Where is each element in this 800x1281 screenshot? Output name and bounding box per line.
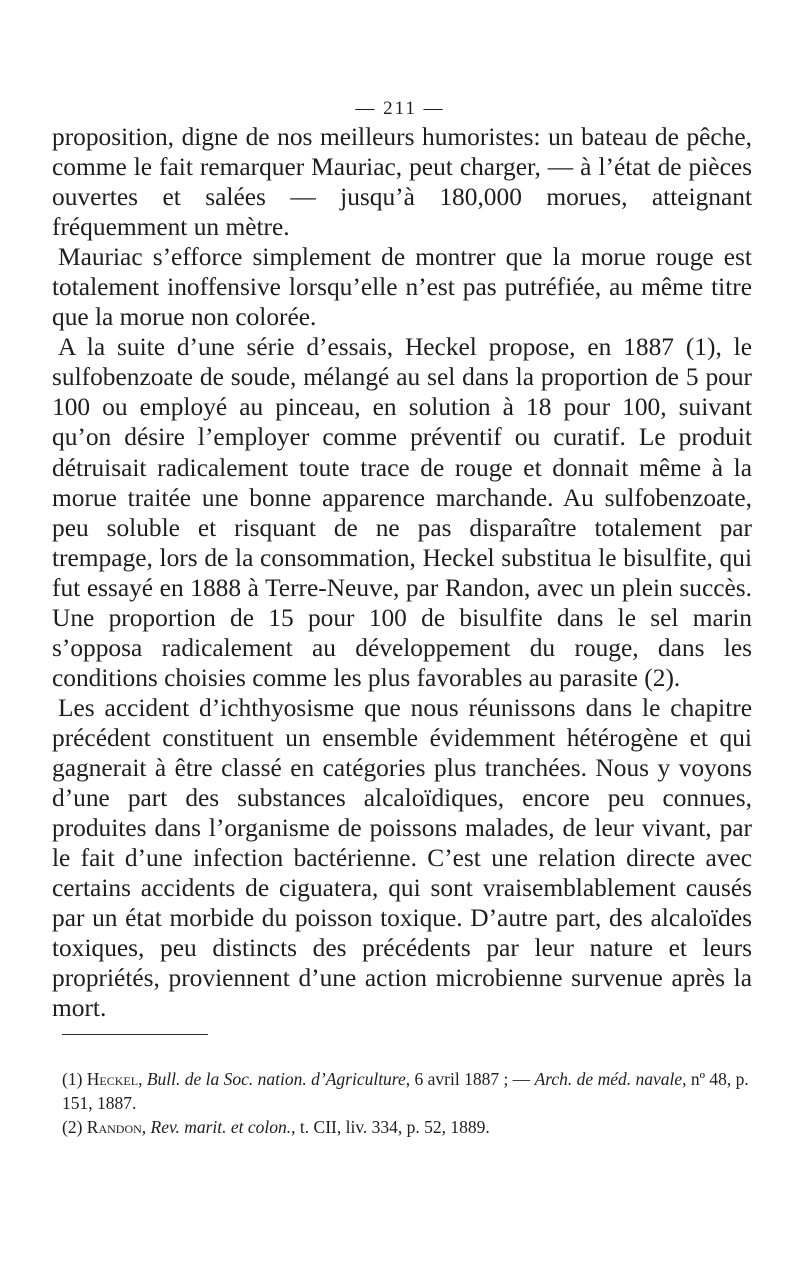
footnote-1-marker: (1) (62, 1069, 83, 1089)
footnote-1-details2: , nº 48, p. 151, 1887. (62, 1069, 749, 1113)
footnote-1-source2: Arch. de méd. navale (534, 1069, 683, 1089)
page-number: — 211 — (355, 98, 445, 119)
paragraph-2: Mauriac s’efforce simplement de montrer que la morue rouge est totalement inoffensive lorsqu’elle n’est pas putréfiée, au même titre que la morue non colorée. (52, 243, 752, 332)
footnote-2: (2) Randon, Rev. marit. et colon., t. CII, liv. 334, p. 52, 1889. (62, 1117, 490, 1137)
footnote-1-details: , 6 avril 1887 ; — (405, 1069, 535, 1089)
footnote-2-author: Randon (86, 1117, 142, 1137)
footnotes (52, 1067, 752, 1139)
footnote-1-author: Heckel (86, 1069, 139, 1089)
footnote-2-details: , t. CII, liv. 334, p. 52, 1889. (291, 1117, 490, 1137)
footnote-1: (1) Heckel, Bull. de la Soc. nation. d’Agriculture, 6 avril 1887 ; — Arch. de méd. navale, nº 48, p. 151, 1887. (62, 1069, 749, 1113)
footnote-2-source: Rev. marit. et colon. (150, 1117, 292, 1137)
footnote-divider (62, 1034, 208, 1035)
paragraph-3: A la suite d’une série d’essais, Heckel propose, en 1887 (1), le sulfobenzoate de soude, mélangé au sel dans la proportion de 5 pour 100 ou employé au pinceau, en solution à 18 pour 100, suivant qu’on désire l’employer comme préventif ou curatif. Le produit détruisait radicalement toute trace de rouge et donnait même à la morue traitée une bonne apparence marchande. Au sulfobenzoate, peu soluble et risquant de ne pas disparaître totalement par trempage, lors de la consommation, Heckel substitua le bisulfite, qui fut essayé en 1888 à Terre-Neuve, par Randon, avec un plein succès. Une proportion de 15 pour 100 de bisulfite dans le sel marin s’opposa radicalement au développement du rouge, dans les conditions choisies comme les plus favorables au parasite (2). (52, 333, 752, 692)
paragraph-4: Les accident d’ichthyosisme que nous réunissons dans le chapitre précédent constituent un ensemble évidemment hétérogène et qui gagnerait à être classé en catégories plus tranchées. Nous y voyons d’une part des substances alcaloïdiques, encore peu connues, produites dans l’organisme de poissons malades, de leur vivant, par le fait d’une infection bactérienne. C’est une relation directe avec certains accidents de ciguatera, qui sont vraisemblablement causés par un état morbide du poisson toxique. D’autre part, des alcaloïdes toxiques, peu distincts des précédents par leur nature et leurs propriétés, proviennent d’une action microbienne survenue après la mort. (52, 693, 752, 1023)
main-text (52, 122, 752, 1023)
paragraph-1: proposition, digne de nos meilleurs humoristes: un bateau de pêche, comme le fait remarquer Mauriac, peut charger, — à l’état de pièces ouvertes et salées — jusqu’à 180,000 morues, atteignant fréquemment un mètre. (52, 123, 752, 242)
footnote-1-source: Bull. de la Soc. nation. d’Agriculture (146, 1069, 406, 1089)
footnote-2-marker: (2) (62, 1117, 83, 1137)
